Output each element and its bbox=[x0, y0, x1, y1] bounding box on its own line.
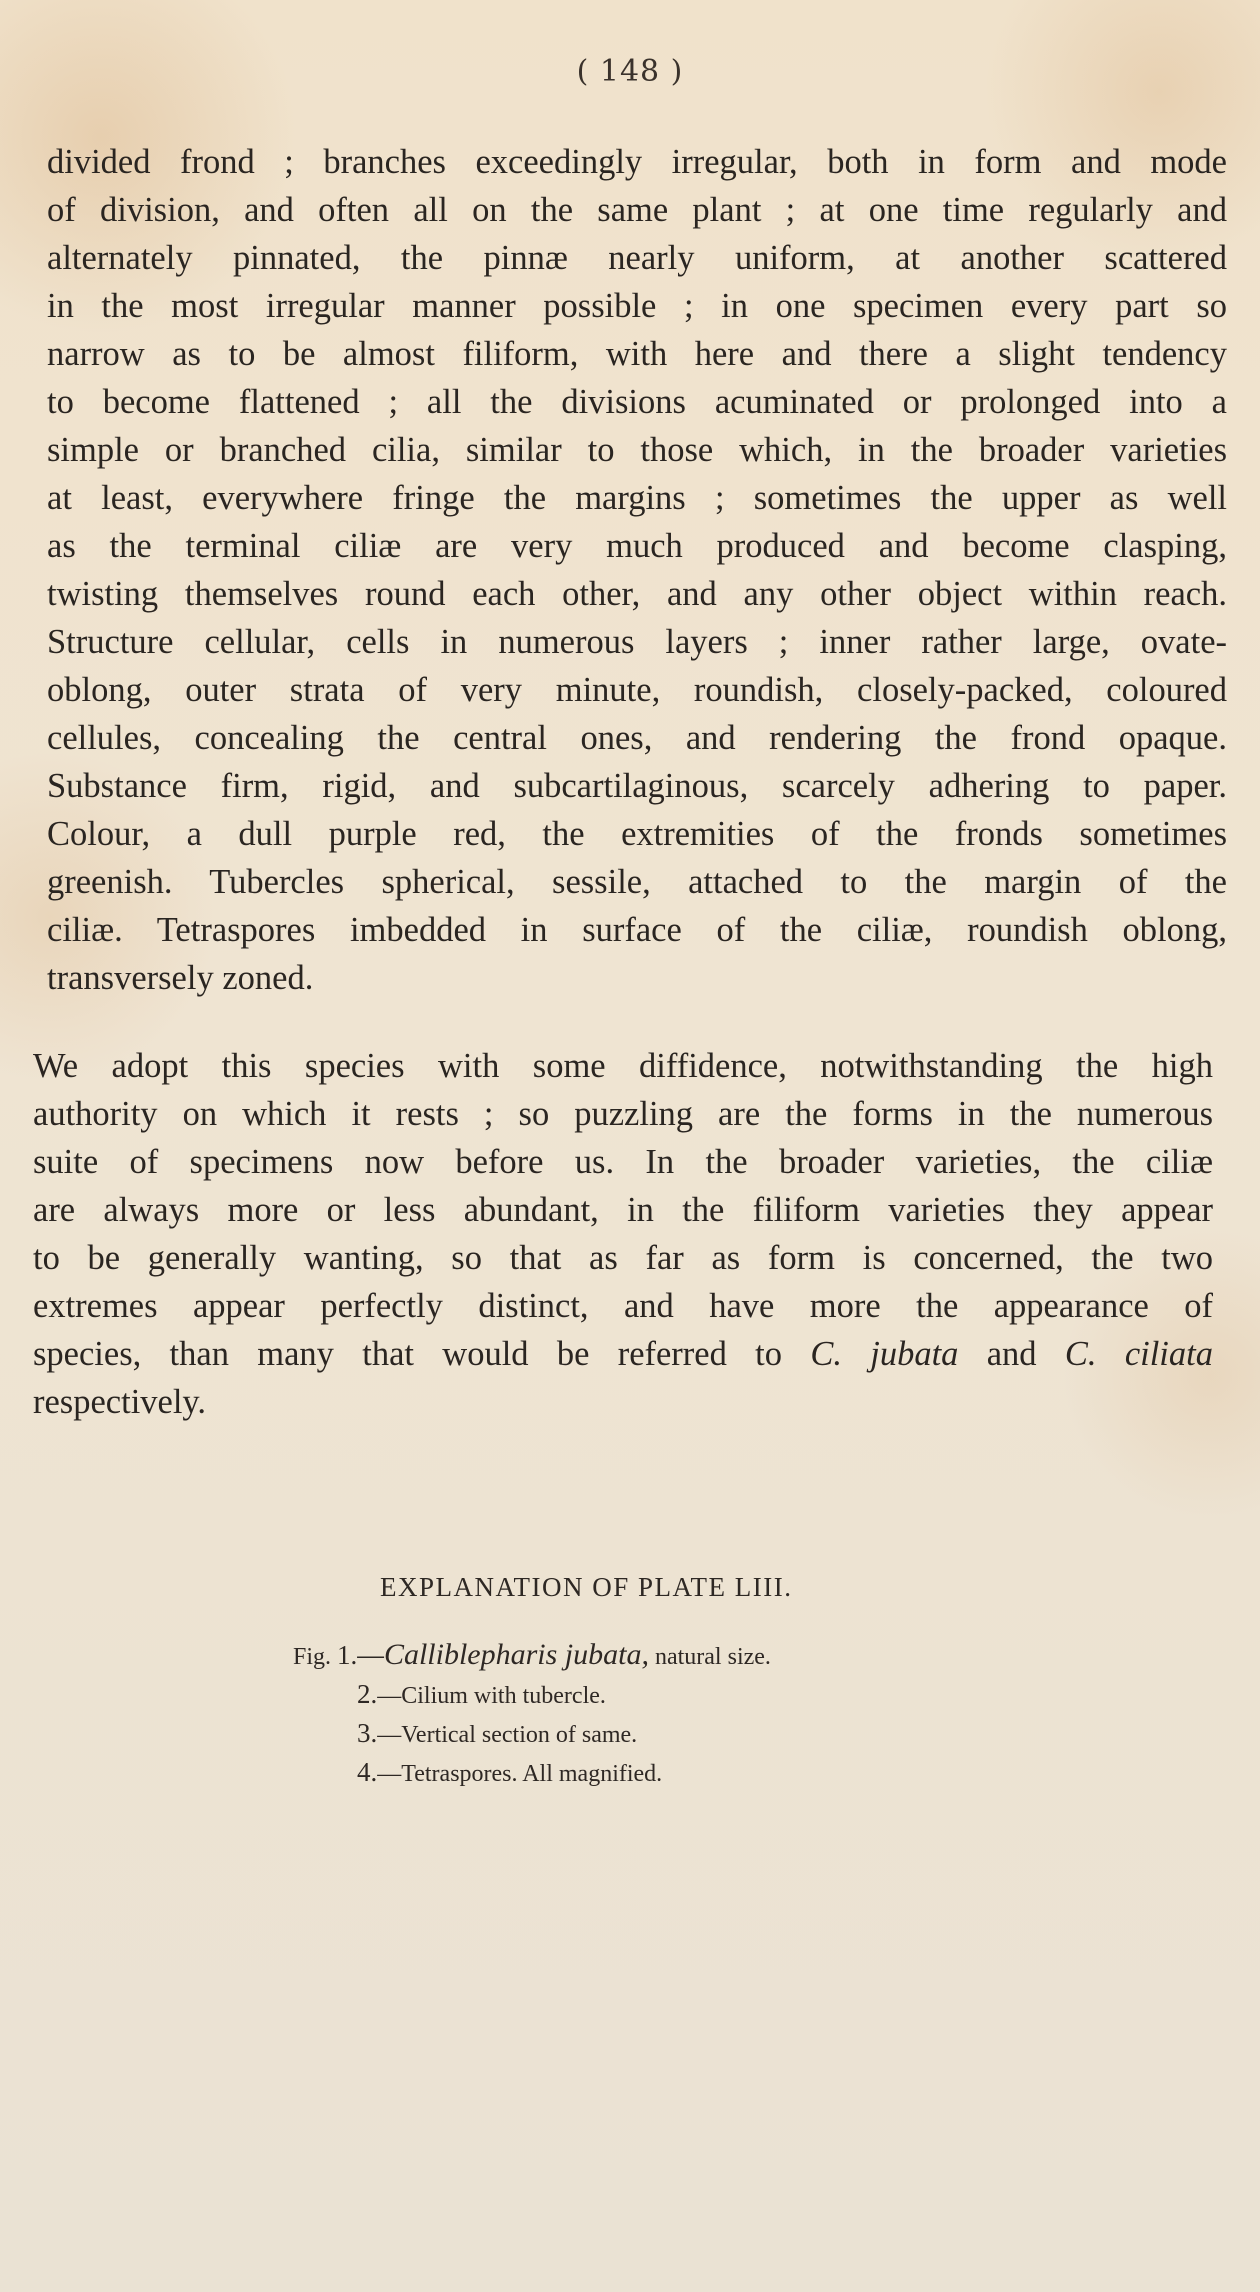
text-line: oblong, outer strata of very minute, roundish, closely-packed, coloured bbox=[47, 671, 1227, 709]
line-text-before: species, than many that would be referred to bbox=[33, 1335, 811, 1373]
paragraph-description bbox=[47, 138, 1227, 1002]
text-line: Colour, a dull purple red, the extremities of the fronds sometimes bbox=[47, 815, 1227, 853]
text-line: Structure cellular, cells in numerous layers ; inner rather large, ovate- bbox=[47, 623, 1227, 661]
text-line: greenish. Tubercles spherical, sessile, attached to the margin of the bbox=[47, 863, 1227, 901]
text-line: as the terminal ciliæ are very much produced and become clasping, bbox=[47, 527, 1227, 565]
text-line-with-species bbox=[33, 1330, 1213, 1378]
text-line: extremes appear perfectly distinct, and have more the appearance of bbox=[33, 1287, 1213, 1325]
text-line: twisting themselves round each other, and any other object within reach. bbox=[47, 575, 1227, 613]
figure-number: 3. bbox=[357, 1718, 378, 1748]
species-name-jubata: C. jubata bbox=[810, 1335, 959, 1373]
text-line: transversely zoned. bbox=[47, 959, 314, 997]
text-line: authority on which it rests ; so puzzling are the forms in the numerous bbox=[33, 1095, 1213, 1133]
fig-prefix: Fig. bbox=[293, 1644, 338, 1670]
text-line: to become flattened ; all the divisions acuminated or prolonged into a bbox=[47, 383, 1227, 421]
text-line: cellules, concealing the central ones, and rendering the frond opaque. bbox=[47, 719, 1227, 757]
figure-number: 4. bbox=[357, 1757, 378, 1787]
figure-list bbox=[293, 1636, 771, 1793]
text-line: respectively. bbox=[33, 1383, 207, 1421]
figure-item bbox=[293, 1754, 771, 1793]
text-line: divided frond ; branches exceedingly irregular, both in form and mode bbox=[47, 143, 1227, 181]
text-line: simple or branched cilia, similar to those which, in the broader varieties bbox=[47, 431, 1227, 469]
line-text-middle: and bbox=[958, 1335, 1065, 1373]
text-line: of division, and often all on the same plant ; at one time regularly and bbox=[47, 191, 1227, 229]
text-line: ciliæ. Tetraspores imbedded in surface of the ciliæ, roundish oblong, bbox=[47, 911, 1227, 949]
text-line: at least, everywhere fringe the margins ; sometimes the upper as well bbox=[47, 479, 1227, 517]
text-line: to be generally wanting, so that as far as form is concerned, the two bbox=[33, 1239, 1213, 1277]
figure-number: 2. bbox=[357, 1679, 378, 1709]
page-number: ( 148 ) bbox=[576, 54, 684, 89]
text-line: suite of specimens now before us. In the broader varieties, the ciliæ bbox=[33, 1143, 1213, 1181]
text-line: We adopt this species with some diffidence, notwithstanding the high bbox=[33, 1047, 1213, 1085]
text-line: alternately pinnated, the pinnæ nearly uniform, at another scattered bbox=[47, 239, 1227, 277]
plate-heading: EXPLANATION OF PLATE LIII. bbox=[380, 1572, 793, 1602]
figure-item bbox=[293, 1715, 771, 1754]
text-line: narrow as to be almost filiform, with here and there a slight tendency bbox=[47, 335, 1227, 373]
figure-item bbox=[293, 1636, 771, 1676]
text-line: are always more or less abundant, in the filiform varieties they appear bbox=[33, 1191, 1213, 1229]
figure-caption: —Vertical section of same. bbox=[377, 1722, 638, 1748]
figure-caption: —Tetraspores. All magnified. bbox=[377, 1761, 663, 1787]
paragraph-discussion bbox=[33, 1042, 1213, 1426]
figure-species: —Calliblepharis jubata, bbox=[357, 1638, 649, 1671]
figure-caption: natural size. bbox=[648, 1644, 771, 1670]
species-name-ciliata: C. ciliata bbox=[1064, 1335, 1213, 1373]
text-line: Substance firm, rigid, and subcartilaginous, scarcely adhering to paper. bbox=[47, 767, 1227, 805]
figure-item bbox=[293, 1676, 771, 1715]
text-line: in the most irregular manner possible ; in one specimen every part so bbox=[47, 287, 1227, 325]
figure-number: 1. bbox=[337, 1640, 358, 1670]
figure-caption: —Cilium with tubercle. bbox=[377, 1683, 606, 1709]
